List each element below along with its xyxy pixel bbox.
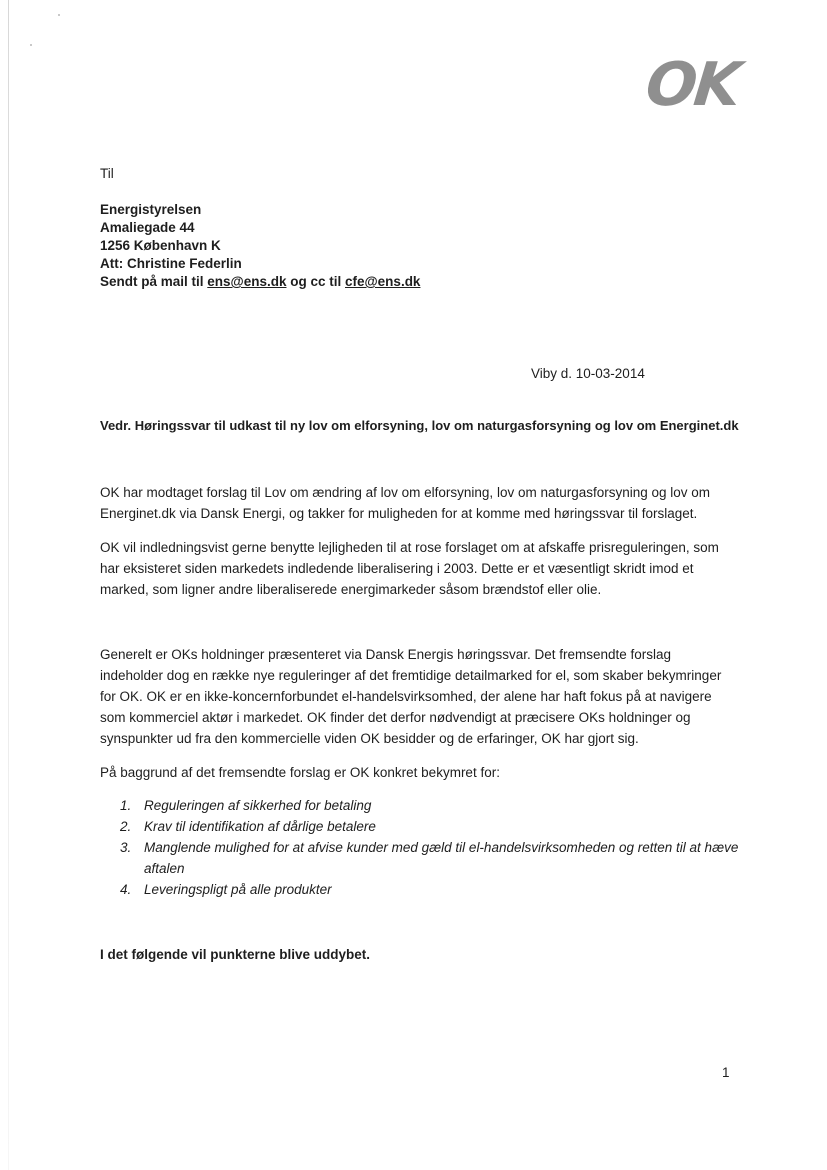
recipient-org: Energistyrelsen bbox=[100, 202, 202, 217]
list-item: 3. Manglende mulighed for at afvise kunder med gæld til el-handelsvirksomheden og retten til at hæve aftalen bbox=[120, 840, 739, 876]
letter-subject: Vedr. Høringssvar til udkast til ny lov om elforsyning, lov om naturgasforsyning og lov om Energinet.dk bbox=[100, 418, 739, 433]
recipient-city: 1256 København K bbox=[100, 238, 221, 253]
cc-text: og cc til bbox=[286, 274, 345, 289]
paragraph-intro: OK har modtaget forslag til Lov om ændring af lov om elforsyning, lov om naturgasforsyning og lov om Energinet.dk via Dansk Energi, og takker for muligheden for at komme med høringssvar til forslaget. bbox=[100, 485, 711, 521]
list-item: 4. Leveringspligt på alle produkter bbox=[120, 882, 332, 897]
letter-date: Viby d. 10-03-2014 bbox=[531, 366, 645, 381]
concerns-list bbox=[100, 795, 750, 900]
paragraph-praise: OK vil indledningsvist gerne benytte lejligheden til at rose forslaget om at afskaffe prisreguleringen, som har eksisteret siden markedets indledende liberalisering i 2003. Dette er et væsentligt skridt imod et marked, som ligner andre liberaliserede energimarkeder såsom brændstof eller olie. bbox=[100, 540, 719, 597]
list-item: 2. Krav til identifikation af dårlige betalere bbox=[120, 819, 376, 834]
ok-logo: OK bbox=[642, 50, 742, 120]
scan-speck bbox=[58, 14, 60, 16]
scan-speck bbox=[30, 44, 32, 46]
recipient-street: Amaliegade 44 bbox=[100, 220, 195, 235]
closing-line: I det følgende vil punkterne blive uddybet. bbox=[100, 947, 371, 962]
paragraph-general: Generelt er OKs holdninger præsenteret via Dansk Energis høringssvar. Det fremsendte forslag indeholder dog en række nye reguleringer af det fremtidige detailmarked for el, som skaber bekymringer for OK. OK er en ikke-koncernforbundet el-handelsvirksomhed, der alene har haft fokus på at navigere som kommerciel aktør i markedet. OK finder det derfor nødvendigt at præcisere OKs holdninger og synspunkter ud fra den kommercielle viden OK besidder og de erfaringer, OK har gjort sig. bbox=[100, 647, 722, 746]
sent-by-mail-line bbox=[100, 272, 420, 292]
email-link-cc[interactable]: cfe@ens.dk bbox=[345, 274, 421, 289]
page-number: 1 bbox=[722, 1065, 730, 1080]
scan-edge-line bbox=[8, 0, 9, 1170]
to-label: Til bbox=[100, 166, 114, 181]
list-item: 1. Reguleringen af sikkerhed for betaling bbox=[120, 798, 372, 813]
email-link-main[interactable]: ens@ens.dk bbox=[207, 274, 287, 289]
recipient-att: Att: Christine Federlin bbox=[100, 256, 242, 271]
paragraph-concern-intro: På baggrund af det fremsendte forslag er OK konkret bekymret for: bbox=[100, 765, 500, 780]
sent-prefix: Sendt på mail til bbox=[100, 274, 208, 289]
